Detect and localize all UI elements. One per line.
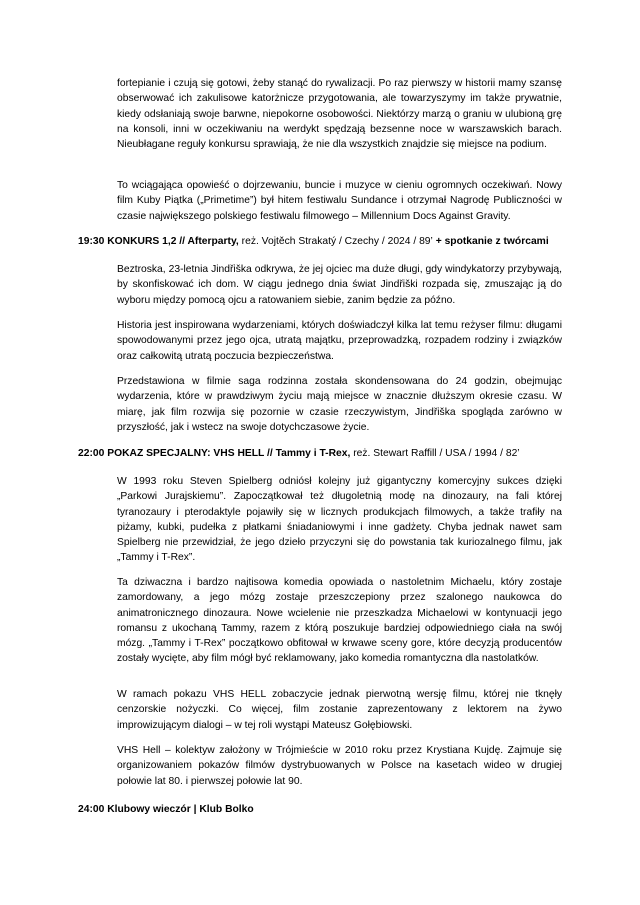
paragraph-spielberg: W 1993 roku Steven Spielberg odniósł kolejny już gigantyczny komercyjny sukces dzięki „Parkowi Jurajskiemu”. Zapoczątkował też długoletnią modę na dinozaury, na fali której tyranozaury i pterodaktyle pojawiły się w licznych produkcjach filmowych, a także trafiły na piżamy, kubki, pudełka z płatkami śniadaniowymi i inne gadżety. Chyba jednak nawet sam Spielberg nie przewidział, że jego dzieło przyczyni się do powstania tak kuriozalnego filmu, jak „Tammy i T-Rex”. [117, 476, 562, 564]
program-heading-vhs-hell [78, 446, 578, 461]
paragraph-afterparty-saga: Przedstawiona w filmie saga rodzinna została skondensowana do 24 godzin, obejmując wydarzenia, które w prawdziwym życiu mają miejsce w znacznie dłuższym okresie czasu. W miarę, jak film rozwija się pozornie w czasie rzeczywistym, Jindřiška spogląda zarówno w przyszłość, jak i wstecz na swoje dotychczasowe życie. [117, 376, 562, 433]
heading-title: 19:30 KONKURS 1,2 // Afterparty, [78, 236, 239, 247]
paragraph-vhs-hell-collective: VHS Hell – kolektyw założony w Trójmieście w 2010 roku przez Krystiana Kujdę. Zajmuje się organizowaniem pokazów filmów dystrybuowanych w Polsce na kasetach wideo w drugiej połowie lat 80. i pierwszej połowie lat 90. [117, 745, 562, 787]
paragraph-primetime-note: To wciągająca opowieść o dojrzewaniu, buncie i muzyce w cieniu ogromnych oczekiwań. Nowy film Kuby Piątka („Primetime”) był hitem festiwalu Sundance i otrzymał Nagrodę Publiczności w czasie największego polskiego festiwalu filmowego – Millennium Docs Against Gravity. [117, 180, 562, 222]
program-heading-afterparty [78, 234, 578, 249]
paragraph-afterparty-inspiration: Historia jest inspirowana wydarzeniami, których doświadczył kilka lat temu reżyser filmu: długami spowodowanymi przez jego ojca, utratą majątku, przeprowadzką, rozpadem rodziny i związków oraz całkowitą utratą poczucia bezpieczeństwa. [117, 320, 562, 362]
paragraph-tammy-plot: Ta dziwaczna i bardzo najtisowa komedia opowiada o nastoletnim Michaelu, który zostaje zamordowany, a jego mózg zostaje przeszczepiony przez szalonego naukowca do animatronicznego dinozaura. Nowe wcielenie nie przeszkadza Michaelowi w kontynuacji jego romansu z ukochaną Tammy, razem z którą poszukuje bardziej odpowiedniego ciała na swój mózg. „Tammy i T-Rex” początkowo obfitował w krwawe sceny gore, które decyzją producentów zostały wycięte, aby film mógł być reklamowany, jako komedia romantyczna dla nastolatków. [117, 577, 562, 665]
heading-extra: + spotkanie z twórcami [432, 236, 549, 247]
paragraph-konkurs-intro-end: fortepianie i czują się gotowi, żeby stanąć do rywalizacji. Po raz pierwszy w historii mamy szansę obserwować ich zakulisowe katorżnicze przygotowania, ale towarzyszymy im także prywatnie, kiedy odsłaniają swoje barwne, niepokorne osobowości. Niektórzy marzą o graniu w ulubioną grę na konsoli, inni w oczekiwaniu na werdykt spędzają bezsenne noce w warszawskich barach. Nieubłagane reguły konkursu sprawiają, że nie dla wszystkich znajdzie się miejsce na podium. [117, 78, 562, 151]
paragraph-afterparty-synopsis: Beztroska, 23-letnia Jindřiška odkrywa, że jej ojciec ma duże długi, gdy windykatorzy przybywają, by skonfiskować ich dom. W ciągu jednego dnia świat Jindřiški rozpada się, zmuszając ją do wyboru między pomocą ojcu a ratowaniem siebie, zanim będzie za późno. [117, 264, 562, 306]
heading-title: 24:00 Klubowy wieczór | Klub Bolko [78, 804, 254, 815]
heading-title: 22:00 POKAZ SPECJALNY: VHS HELL // Tammy i T-Rex, [78, 448, 351, 459]
program-heading-club-night [78, 802, 578, 817]
paragraph-vhs-hell-screening: W ramach pokazu VHS HELL zobaczycie jednak pierwotną wersję filmu, której nie tknęły cenzorskie nożyczki. Co więcej, film zostanie zaprezentowany z lektorem na żywo improwizującym dialogi – w tej roli wystąpi Mateusz Gołębiowski. [117, 689, 562, 731]
heading-details: reż. Stewart Raffill / USA / 1994 / 82’ [350, 448, 520, 459]
heading-details: reż. Vojtěch Strakatý / Czechy / 2024 / 89’ [238, 236, 433, 247]
